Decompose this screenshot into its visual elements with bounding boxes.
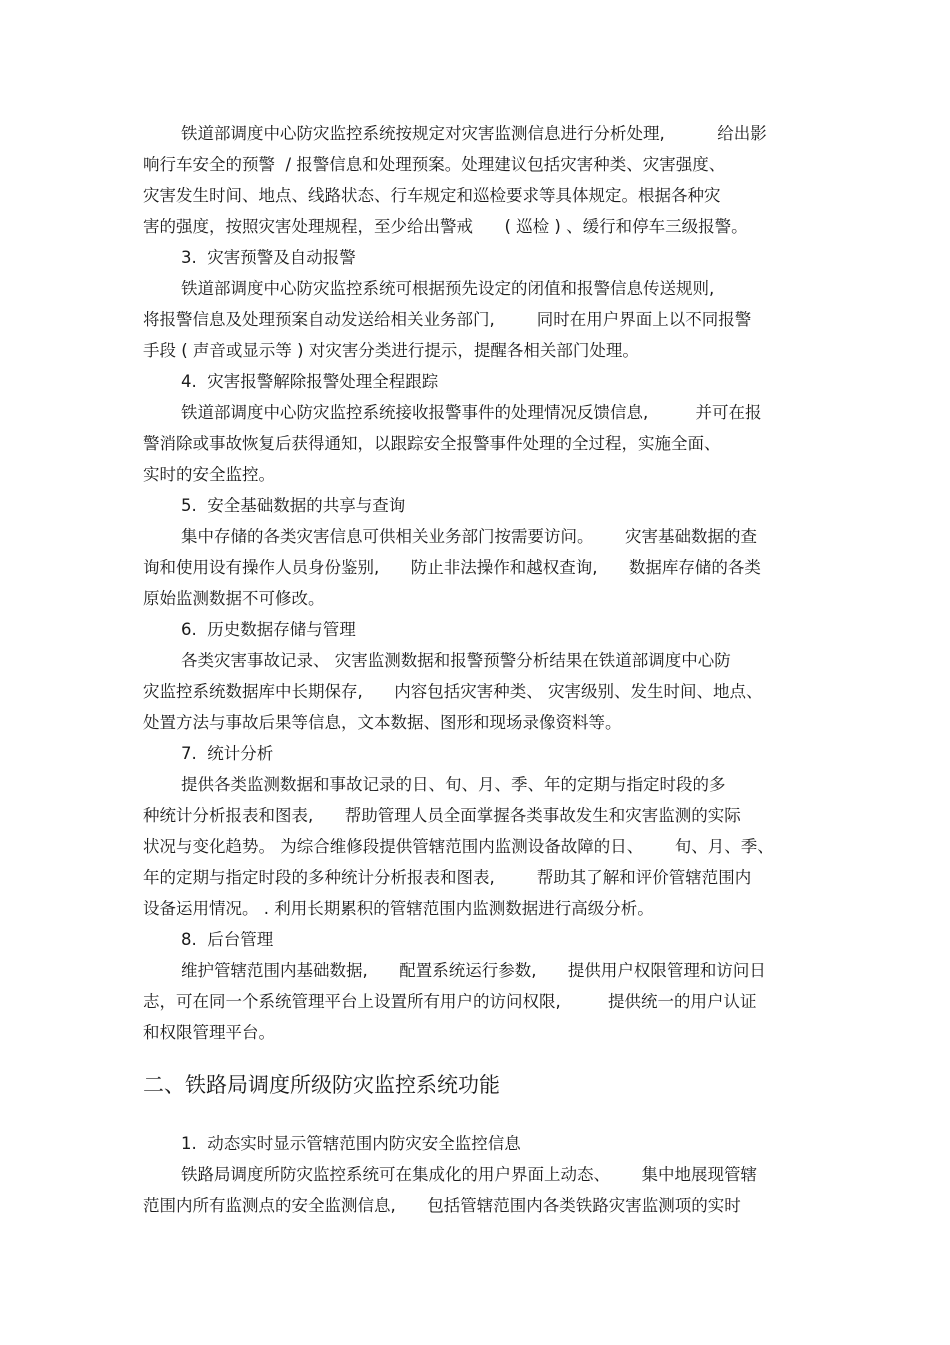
paragraph-line: 维护管辖范围内基础数据, 配置系统运行参数, 提供用户权限管理和访问日: [181, 961, 766, 980]
paragraph-line: 状况与变化趋势。 为综合维修段提供管辖范围内监测设备故障的日、 旬、月、季、: [143, 837, 774, 856]
paragraph-line: 手段 ( 声音或显示等 ) 对灾害分类进行提示，提醒各相关部门处理。: [143, 341, 639, 360]
paragraph-line: 铁道部调度中心防灾监控系统可根据预先设定的闭值和报警信息传送规则,: [181, 279, 715, 298]
chapter-heading: 二、铁路局调度所级防灾监控系统功能: [143, 1073, 500, 1097]
paragraph-line: 志，可在同一个系统管理平台上设置所有用户的访问权限, 提供统一的用户认证: [143, 992, 757, 1011]
paragraph-line: 警消除或事故恢复后获得通知，以跟踪安全报警事件处理的全过程，实施全面、: [143, 434, 721, 453]
paragraph-line: 范围内所有监测点的安全监测信息, 包括管辖范围内各类铁路灾害监测项的实时: [143, 1196, 741, 1215]
paragraph-line: 和权限管理平台。: [143, 1023, 275, 1042]
section-heading: 3. 灾害预警及自动报警: [181, 248, 356, 267]
paragraph-line: 年的定期与指定时段的多种统计分析报表和图表, 帮助其了解和评价管辖范围内: [143, 868, 752, 887]
paragraph-line: 响行车安全的预警 / 报警信息和处理预案。处理建议包括灾害种类、灾害强度、: [143, 155, 726, 174]
paragraph-line: 害的强度，按照灾害处理规程，至少给出警戒 ( 巡检 ) 、缓行和停车三级报警。: [143, 217, 748, 236]
paragraph-line: 处置方法与事故后果等信息，文本数据、图形和现场录像资料等。: [143, 713, 622, 732]
paragraph-line: 各类灾害事故记录、 灾害监测数据和报警预警分析结果在铁道部调度中心防: [181, 651, 731, 670]
paragraph-line: 铁道部调度中心防灾监控系统接收报警事件的处理情况反馈信息, 并可在报: [181, 403, 762, 422]
paragraph-line: 询和使用设有操作人员身份鉴别, 防止非法操作和越权查询, 数据库存储的各类: [143, 558, 761, 577]
paragraph-line: 铁路局调度所防灾监控系统可在集成化的用户界面上动态、 集中地展现管辖: [181, 1165, 757, 1184]
section-heading: 5. 安全基础数据的共享与查询: [181, 496, 406, 515]
paragraph-line: 灾监控系统数据库中长期保存, 内容包括灾害种类、 灾害级别、发生时间、地点、: [143, 682, 763, 701]
section-heading: 4. 灾害报警解除报警处理全程跟踪: [181, 372, 439, 391]
paragraph-line: 集中存储的各类灾害信息可供相关业务部门按需要访问。 灾害基础数据的查: [181, 527, 757, 546]
paragraph-line: 将报警信息及处理预案自动发送给相关业务部门, 同时在用户界面上以不同报警: [143, 310, 752, 329]
paragraph-line: 种统计分析报表和图表, 帮助管理人员全面掌握各类事故发生和灾害监测的实际: [143, 806, 741, 825]
section-heading: 7. 统计分析: [181, 744, 274, 763]
paragraph-line: 提供各类监测数据和事故记录的日、旬、月、季、年的定期与指定时段的多: [181, 775, 726, 794]
paragraph-line: 实时的安全监控。: [143, 465, 275, 484]
paragraph-line: 灾害发生时间、地点、线路状态、行车规定和巡检要求等具体规定。根据各种灾: [143, 186, 721, 205]
section-heading: 8. 后台管理: [181, 930, 274, 949]
section-heading: 6. 历史数据存储与管理: [181, 620, 356, 639]
paragraph-line: 原始监测数据不可修改。: [143, 589, 325, 608]
section-heading: 1. 动态实时显示管辖范围内防灾安全监控信息: [181, 1134, 521, 1153]
paragraph-line: 铁道部调度中心防灾监控系统按规定对灾害监测信息进行分析处理, 给出影: [181, 124, 767, 143]
paragraph-line: 设备运用情况。 . 利用长期累积的管辖范围内监测数据进行高级分析。: [143, 899, 654, 918]
